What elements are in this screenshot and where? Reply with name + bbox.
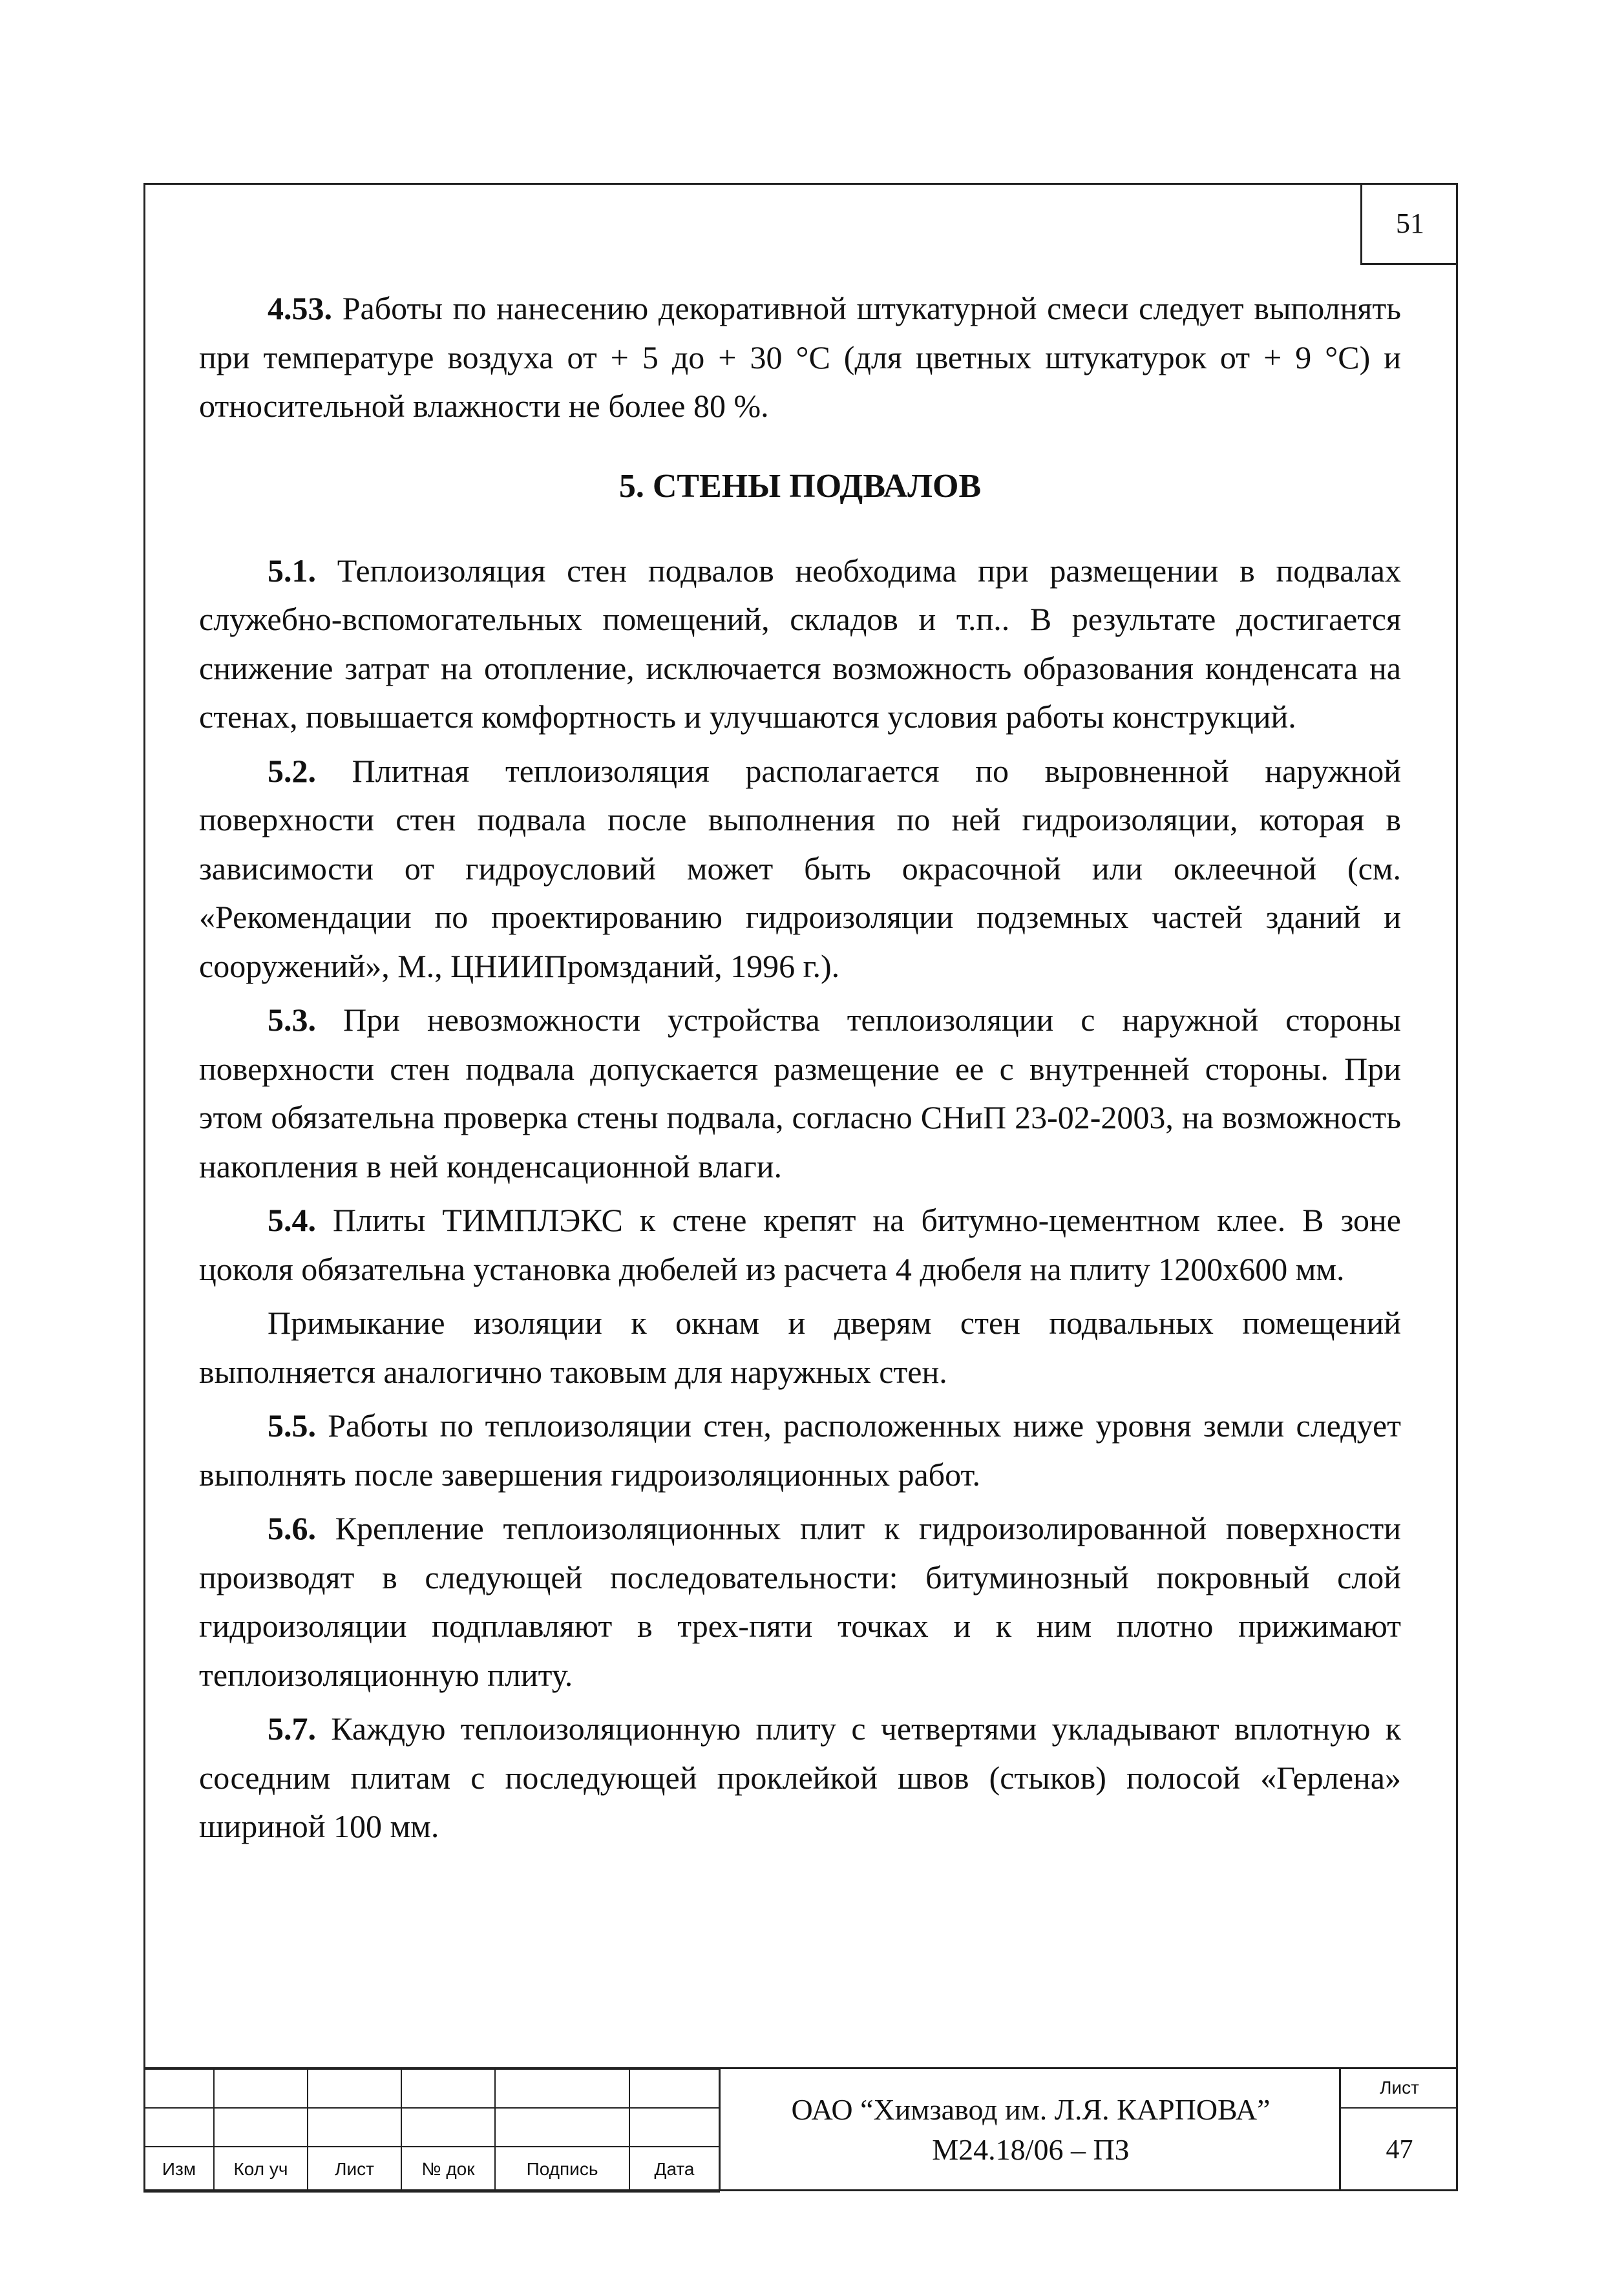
sheet-number: 47 [1386, 2135, 1413, 2165]
paragraph-5-7 [199, 1705, 1401, 1851]
paragraph-text: При невозможности устройства теплоизоляции с наружной стороны поверхности стен подвала допускается размещение ее с внутренней стороны. При этом обязательна проверка стены подвала, согласно СНиП 23-02-2003, на возможность накопления в ней конденсационной влаги. [199, 1002, 1402, 1184]
title-block-main [719, 2068, 1341, 2191]
col-doc-no: № док [401, 2147, 495, 2192]
paragraph-number: 5.2. [268, 752, 316, 789]
col-kol-uch: Кол уч [214, 2147, 308, 2192]
paragraph-number: 5.3. [268, 1002, 316, 1038]
paragraph-number: 5.1. [268, 552, 316, 589]
paragraph-5-2 [199, 747, 1401, 991]
col-date: Дата [629, 2147, 719, 2192]
title-block-revision-table [143, 2068, 719, 2191]
col-izm: Изм [144, 2147, 214, 2192]
paragraph-number: 5.4. [268, 1202, 316, 1238]
paragraph-number: 4.53. [268, 290, 332, 326]
paragraph-4-53 [199, 284, 1401, 431]
col-list: Лист [308, 2147, 401, 2192]
paragraph-number: 5.5. [268, 1407, 316, 1444]
paragraph-5-4 [199, 1196, 1401, 1294]
title-block-sheet [1339, 2068, 1458, 2191]
paragraph-text: Работы по теплоизоляции стен, расположенных ниже уровня земли следует выполнять после завершения гидроизоляционных работ. [199, 1407, 1402, 1493]
paragraph-text: Крепление теплоизоляционных плит к гидроизолированной поверхности производят в следующей последовательности: битуминозный покровный слой гидроизоляции подплавляют в трех-пяти точках и к ним плотно прижимают теплоизоляционную плиту. [199, 1510, 1401, 1693]
section-heading: 5. СТЕНЫ ПОДВАЛОВ [618, 467, 982, 505]
paragraph-text: Работы по нанесению декоративной штукатурной смеси следует выполнять при температуре воздуха от + 5 до + 30 °С (для цветных штукатурок от + 9 °С) и относительной влажности не более 80 %. [199, 290, 1402, 424]
document-code: М24.18/06 – ПЗ [932, 2133, 1130, 2166]
paragraph-text: Плитная теплоизоляция располагается по выровненной наружной поверхности стен подвала после выполнения по ней гидроизоляции, которая в зависимости от гидроусловий может быть окрасочной или оклеечной (см. «Рекомендации по проектированию гидроизоляции подземных частей зданий и сооружений», М., ЦНИИПромзданий, 1996 г.). [199, 752, 1402, 984]
paragraph-5-6 [199, 1504, 1401, 1699]
paragraph-5-1 [199, 547, 1401, 742]
document-body [199, 284, 1401, 1851]
paragraph-text: Теплоизоляция стен подвалов необходима при размещении в подвалах служебно-вспомогательных помещений, складов и т.п.. В результате достигается снижение затрат на отопление, исключается возможность образования конденсата на стенах, повышается комфортность и улучшаются условия работы конструкций. [199, 552, 1402, 735]
paragraph-5-4-continued: Примыкание изоляции к окнам и дверям стен подвальных помещений выполняется аналогично таковым для наружных стен. [199, 1305, 1401, 1390]
paragraph-5-3 [199, 996, 1401, 1191]
paragraph-number: 5.6. [268, 1510, 316, 1546]
organization-name: ОАО “Химзавод им. Л.Я. КАРПОВА” [791, 2093, 1271, 2126]
paragraph-number: 5.7. [268, 1710, 316, 1747]
paragraph-5-5 [199, 1402, 1401, 1499]
paragraph-text: Плиты ТИМПЛЭКС к стене крепят на битумно-цементном клее. В зоне цоколя обязательна установка дюбелей из расчета 4 дюбеля на плиту 1200х600 мм. [199, 1202, 1402, 1287]
paragraph-text: Каждую теплоизоляционную плиту с четвертями укладывают вплотную к соседним плитам с последующей проклейкой швов (стыков) полосой «Герлена» шириной 100 мм. [199, 1710, 1401, 1844]
page-number: 51 [1360, 183, 1458, 265]
sheet-label: Лист [1341, 2068, 1458, 2109]
col-signature: Подпись [495, 2147, 629, 2192]
